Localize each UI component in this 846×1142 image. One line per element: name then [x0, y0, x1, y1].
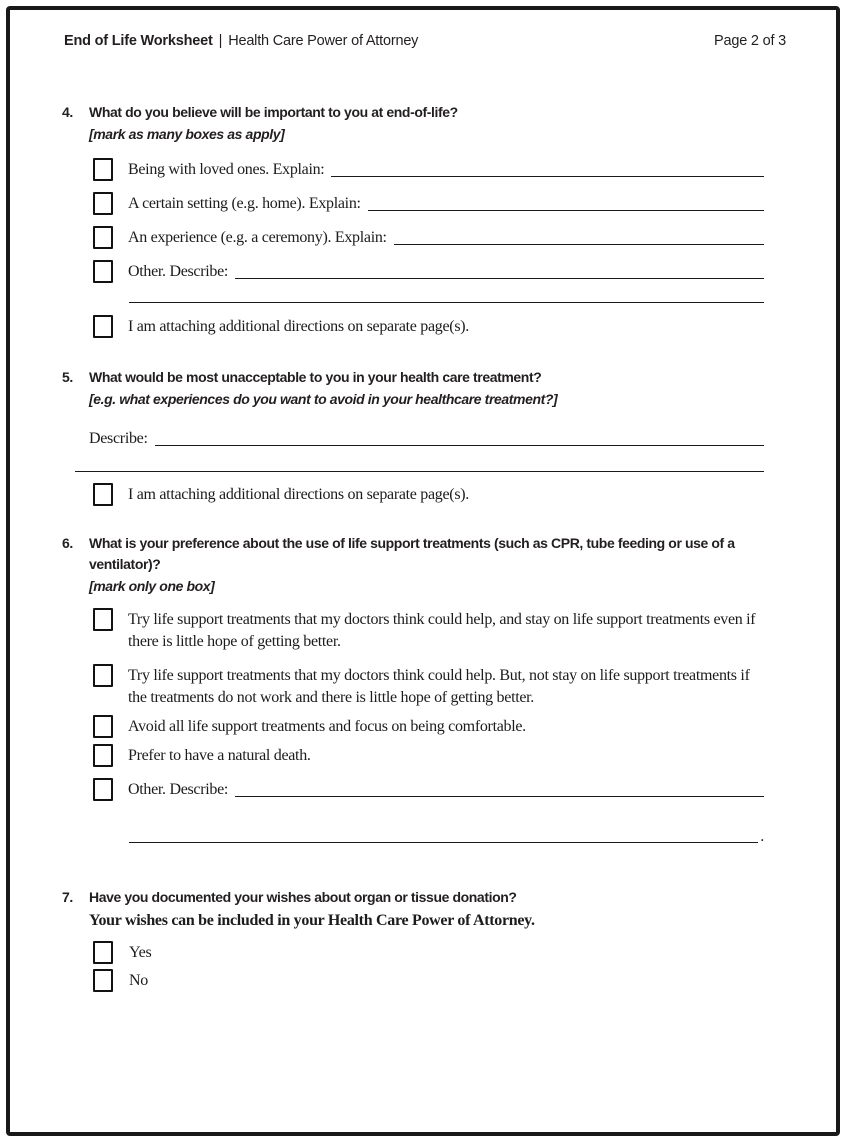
other-checkbox[interactable] — [93, 778, 113, 801]
line-period: . — [760, 828, 764, 845]
option-row — [93, 779, 764, 801]
describe-label: Describe: — [89, 430, 148, 447]
attach-additional-pages-checkbox[interactable] — [93, 315, 113, 338]
question-5-number: 5. — [62, 369, 73, 385]
option-row — [93, 942, 764, 964]
being-with-loved-ones-checkbox[interactable] — [93, 158, 113, 181]
attach-additional-pages-checkbox[interactable] — [93, 483, 113, 506]
attachment-row — [93, 316, 764, 338]
form-content — [62, 96, 764, 992]
question-6-number: 6. — [62, 535, 73, 551]
question-7-number: 7. — [62, 889, 73, 905]
continuation-input-line[interactable] — [129, 302, 764, 303]
header — [64, 33, 786, 49]
yes-checkbox[interactable] — [93, 941, 113, 964]
try-and-stay-on-life-support-checkbox[interactable] — [93, 608, 113, 631]
option-label: No — [129, 972, 148, 989]
avoid-all-life-support-checkbox[interactable] — [93, 715, 113, 738]
title-separator: | — [218, 33, 223, 49]
an-experience-checkbox[interactable] — [93, 226, 113, 249]
describe-input-line[interactable] — [235, 796, 764, 797]
try-but-not-stay-on-life-support-checkbox[interactable] — [93, 664, 113, 687]
option-row — [93, 159, 764, 181]
continuation-input-line[interactable] — [75, 471, 764, 472]
option-label: Being with loved ones. Explain: — [128, 161, 325, 178]
option-row — [93, 970, 764, 992]
option-label: An experience (e.g. a ceremony). Explain: — [128, 229, 387, 246]
no-checkbox[interactable] — [93, 969, 113, 992]
option-label: A certain setting (e.g. home). Explain: — [128, 195, 361, 212]
worksheet-title — [64, 33, 418, 49]
question-4-section — [62, 102, 764, 338]
option-label: Other. Describe: — [128, 263, 229, 280]
explain-input-line[interactable] — [394, 244, 764, 245]
option-label: Try life support treatments that my doctors think could help, and stay on life support treatments even if there is little hope of getting better. — [128, 611, 756, 650]
describe-row — [89, 428, 764, 450]
title-bold: End of Life Worksheet — [64, 33, 213, 49]
attachment-label: I am attaching additional directions on separate page(s). — [128, 318, 469, 335]
natural-death-checkbox[interactable] — [93, 744, 113, 767]
question-5-section — [62, 367, 764, 506]
describe-input-line[interactable] — [155, 445, 764, 446]
question-6-text: What is your preference about the use of life support treatments (such as CPR, tube feeding or use of a ventilator)? — [89, 535, 735, 572]
question-4-number: 4. — [62, 104, 73, 120]
option-label: Yes — [129, 944, 152, 961]
question-6-section — [62, 533, 764, 843]
page-number: Page 2 of 3 — [714, 33, 786, 49]
continuation-row — [129, 821, 764, 843]
option-row — [93, 609, 764, 653]
describe-input-line[interactable] — [235, 278, 764, 279]
question-4-instruction: [mark as many boxes as apply] — [89, 126, 285, 142]
attachment-row — [93, 484, 764, 506]
option-label: Avoid all life support treatments and focus on being comfortable. — [128, 718, 526, 735]
explain-input-line[interactable] — [368, 210, 764, 211]
option-row — [93, 716, 764, 738]
option-row — [93, 227, 764, 249]
continuation-input-line[interactable] — [129, 842, 758, 843]
question-7-text: Have you documented your wishes about organ or tissue donation? — [89, 889, 517, 905]
option-row — [93, 745, 764, 767]
option-label: Prefer to have a natural death. — [128, 747, 311, 764]
question-5-text: What would be most unacceptable to you in your health care treatment? — [89, 369, 542, 385]
option-label: Other. Describe: — [128, 781, 229, 798]
question-6-instruction: [mark only one box] — [89, 578, 215, 594]
option-row — [93, 665, 764, 709]
question-5-instruction: [e.g. what experiences do you want to avoid in your healthcare treatment?] — [89, 391, 558, 407]
question-4-text: What do you believe will be important to you at end-of-life? — [89, 104, 458, 120]
explain-input-line[interactable] — [331, 176, 764, 177]
certain-setting-checkbox[interactable] — [93, 192, 113, 215]
other-checkbox[interactable] — [93, 260, 113, 283]
title-subtitle: Health Care Power of Attorney — [228, 33, 419, 49]
option-row — [93, 193, 764, 215]
option-row — [93, 261, 764, 283]
option-label: Try life support treatments that my doctors think could help. But, not stay on life support treatments if the treatments do not work and there is little hope of getting better. — [128, 667, 750, 706]
question-7-subtext: Your wishes can be included in your Health Care Power of Attorney. — [89, 912, 535, 929]
question-7-section — [62, 887, 764, 992]
attachment-label: I am attaching additional directions on separate page(s). — [128, 486, 469, 503]
